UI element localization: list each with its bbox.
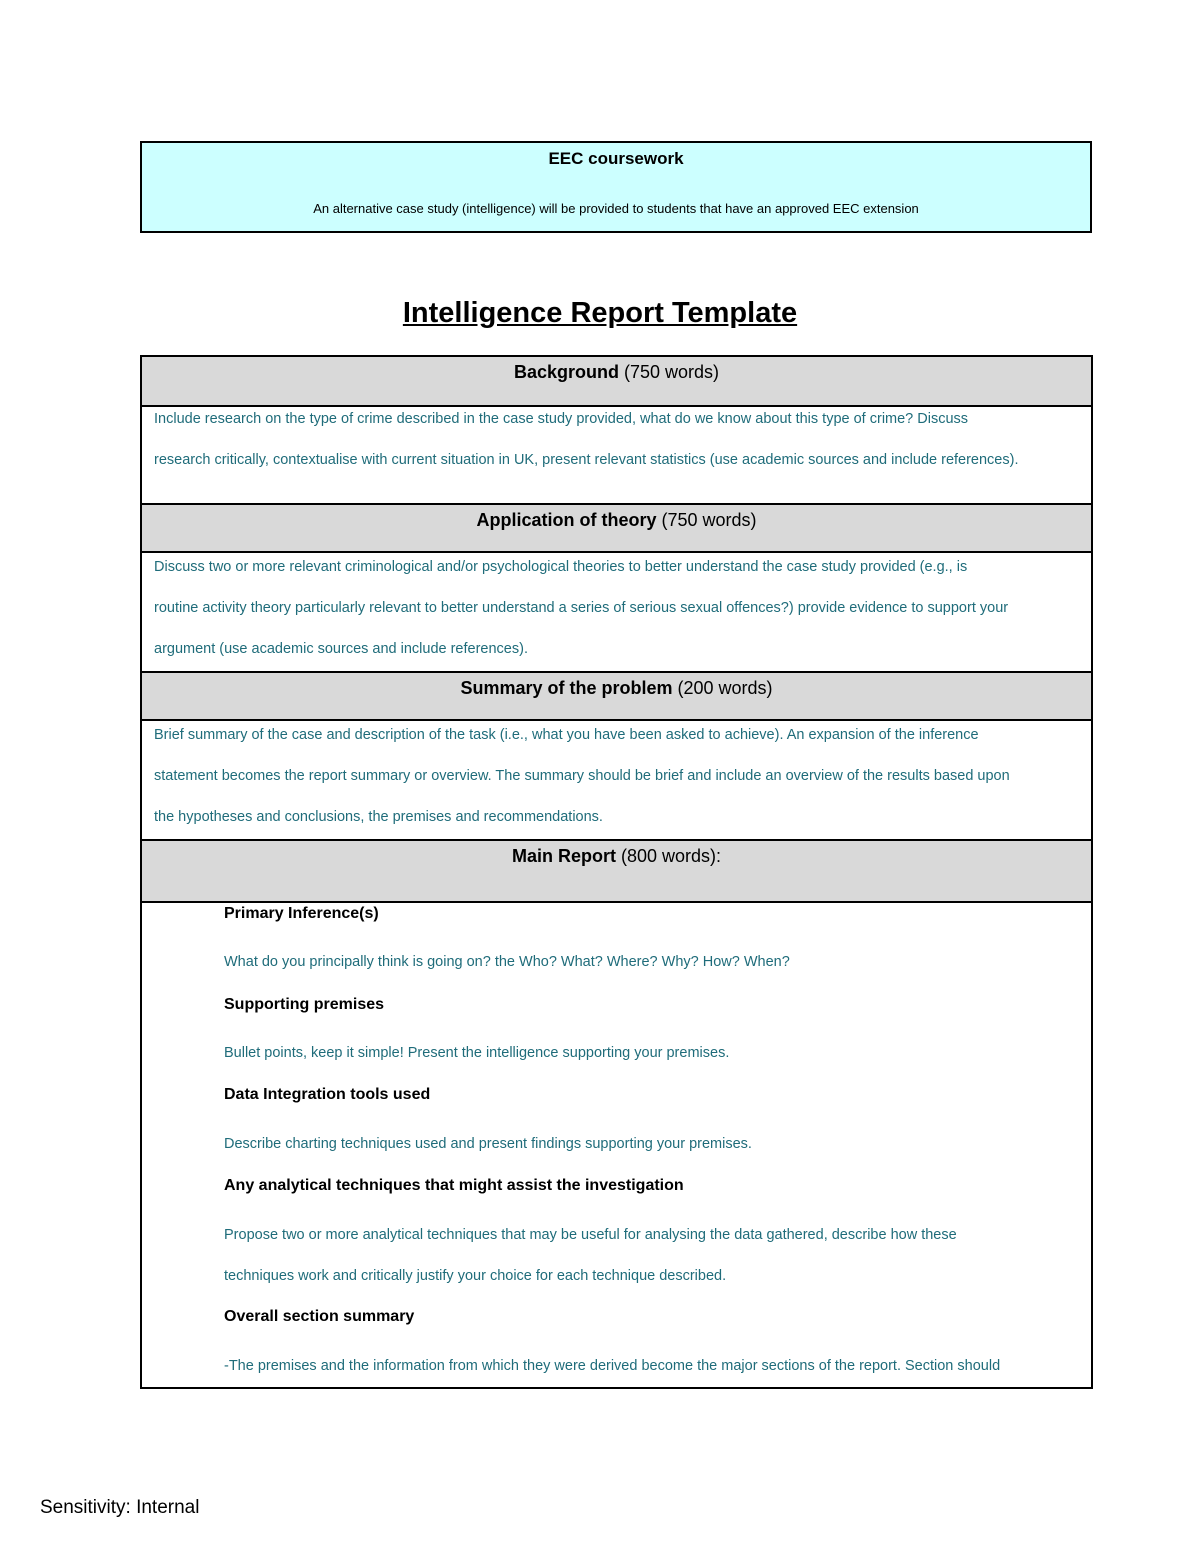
guidance-line: the hypotheses and conclusions, the premises and recommendations. bbox=[154, 809, 603, 825]
guidance-line: statement becomes the report summary or overview. The summary should be brief and include an overview of the results based upon bbox=[154, 768, 1010, 784]
eec-notice-text: An alternative case study (intelligence) will be provided to students that have an approved EEC extension bbox=[313, 201, 919, 216]
guidance-line: Brief summary of the case and description of the task (i.e., what you have been asked to achieve). An expansion of the inference bbox=[154, 727, 979, 743]
guidance-line: argument (use academic sources and include references). bbox=[154, 641, 528, 657]
subsection-label-overall-summary: Overall section summary bbox=[224, 1308, 415, 1325]
subsection-label-supporting-premises: Supporting premises bbox=[224, 996, 385, 1013]
subsection-guidance-primary-inference bbox=[224, 942, 1071, 983]
section-heading-wordcount: (200 words) bbox=[672, 678, 773, 698]
subsection-guidance-overall-summary bbox=[224, 1346, 1071, 1387]
section-heading-bold: Application of theory bbox=[476, 510, 657, 530]
section-body-application-of-theory bbox=[142, 547, 1091, 670]
guidance-line: What do you principally think is going on? the Who? What? Where? Why? How? When? bbox=[224, 954, 790, 970]
subsection-label-data-integration: Data Integration tools used bbox=[224, 1086, 431, 1103]
section-header-summary-of-the-problem bbox=[142, 671, 1091, 721]
guidance-line: Discuss two or more relevant criminological and/or psychological theories to better understand the case study provided (e.g., is bbox=[154, 559, 968, 575]
report-template-table bbox=[140, 355, 1093, 1389]
guidance-line: Bullet points, keep it simple! Present the intelligence supporting your premises. bbox=[224, 1045, 730, 1061]
guidance-line: Include research on the type of crime described in the case study provided, what do we know about this type of crime? Discuss bbox=[154, 411, 969, 427]
subsection-label-analytical-techniques: Any analytical techniques that might assist the investigation bbox=[224, 1177, 684, 1194]
section-header-application-of-theory bbox=[142, 503, 1091, 553]
section-body-background bbox=[142, 399, 1091, 481]
guidance-line: Propose two or more analytical techniques that may be useful for analysing the data gathered, describe how these bbox=[224, 1227, 957, 1243]
document-title: Intelligence Report Template bbox=[402, 297, 798, 329]
eec-notice-title: EEC coursework bbox=[548, 149, 684, 168]
section-heading-bold: Background bbox=[513, 362, 619, 382]
section-heading-bold: Main Report bbox=[511, 846, 616, 866]
section-heading-wordcount: (800 words): bbox=[615, 846, 722, 866]
eec-notice-box bbox=[140, 141, 1092, 233]
guidance-line: Describe charting techniques used and present findings supporting your premises. bbox=[224, 1136, 752, 1152]
section-heading-wordcount: (750 words) bbox=[618, 362, 720, 382]
section-heading-wordcount: (750 words) bbox=[656, 510, 757, 530]
sensitivity-label: Sensitivity: Internal bbox=[40, 1497, 200, 1518]
section-body-summary-of-the-problem bbox=[142, 715, 1091, 838]
guidance-line: techniques work and critically justify your choice for each technique described. bbox=[224, 1268, 727, 1284]
subsection-guidance-data-integration bbox=[224, 1124, 1071, 1165]
guidance-line: research critically, contextualise with current situation in UK, present relevant statistics (use academic sources and include references). bbox=[154, 452, 1019, 468]
subsection-label-primary-inference: Primary Inference(s) bbox=[224, 905, 379, 922]
guidance-line: -The premises and the information from which they were derived become the major sections of the report. Section should bbox=[224, 1358, 1001, 1374]
subsection-guidance-supporting-premises bbox=[224, 1033, 1071, 1074]
guidance-line: routine activity theory particularly relevant to better understand a series of serious sexual offences?) provide evidence to support your bbox=[154, 600, 1009, 616]
subsection-guidance-analytical-techniques bbox=[224, 1215, 1071, 1297]
section-heading-bold: Summary of the problem bbox=[460, 678, 673, 698]
section-header-main-report bbox=[142, 839, 1091, 903]
